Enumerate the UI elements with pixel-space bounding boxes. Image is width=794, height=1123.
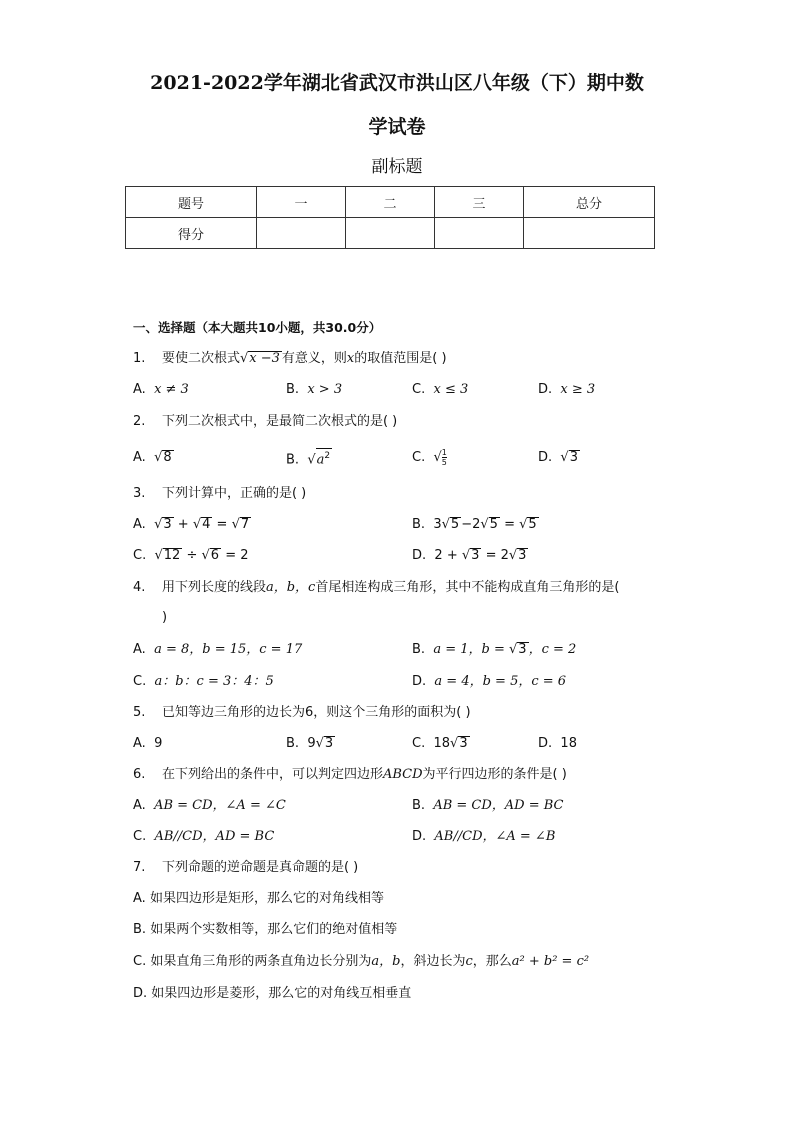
option-text: x ≤ 3	[433, 382, 469, 397]
option-label: D.	[412, 548, 427, 563]
option-label: A.	[133, 517, 146, 532]
option-label: A.	[133, 382, 146, 397]
option-label: B.	[286, 736, 300, 751]
question-text: 有意义，则	[281, 351, 347, 366]
option-text: x > 3	[307, 382, 343, 397]
score-cell: 二	[346, 187, 435, 218]
fraction: $\frac{1}{5}$	[441, 448, 447, 467]
q7-option-a[interactable]	[133, 889, 384, 909]
option-label: C.	[133, 829, 147, 844]
q2-option-c[interactable]: C. √ $\frac{1}{5}$	[412, 448, 447, 467]
score-input-cell[interactable]	[346, 218, 435, 249]
option-text: 如果四边形是矩形，那么它的对角线相等	[149, 891, 384, 906]
question-text: ，则这个三角形的面积为( )	[313, 705, 471, 720]
score-cell: 一	[257, 187, 346, 218]
option-text: AB = CD，∠A = ∠C	[154, 798, 286, 813]
option-label: A.	[133, 642, 146, 657]
q5-option-a[interactable]	[133, 734, 162, 754]
q4-option-a[interactable]	[133, 640, 302, 660]
question-text: 的取值范围是( )	[354, 351, 447, 366]
option-label: D.	[538, 736, 553, 751]
question-text: 下列命题的逆命题是真命题的是( )	[161, 860, 359, 875]
option-label: A.	[133, 736, 146, 751]
option-text: 如果四边形是菱形，那么它的对角线互相垂直	[151, 986, 412, 1001]
option-text: AB//CD，∠A = ∠B	[434, 829, 556, 844]
section-heading: 一、选择题（本大题共10小题，共30.0分）	[133, 320, 382, 335]
q5-option-d[interactable]	[538, 734, 577, 754]
option-text: 如果两个实数相等，那么它们的绝对值相等	[150, 922, 398, 937]
exponent: 2	[324, 451, 331, 461]
math-value: 6	[304, 705, 314, 720]
q6-option-a[interactable]	[133, 796, 286, 816]
radicand: x −3	[249, 351, 280, 366]
option-label: C.	[412, 736, 426, 751]
option-text: a = 4，b = 5，c = 6	[434, 674, 567, 689]
option-label: C.	[133, 954, 147, 969]
option-label: B.	[412, 642, 426, 657]
option-label: B.	[286, 382, 300, 397]
score-table	[125, 186, 655, 249]
option-label: C.	[412, 382, 426, 397]
q1-option-c[interactable]	[412, 380, 468, 400]
option-label: D.	[412, 829, 427, 844]
option-label: B.	[286, 452, 300, 468]
q4-option-b[interactable]: B. a = 1，b = √3 ，c = 2	[412, 642, 577, 657]
score-cell: 题号	[126, 187, 257, 218]
question-text: 下列二次根式中，是最简二次根式的是( )	[161, 414, 398, 429]
q3-option-d[interactable]: D. 2 + √3 = 2√3	[412, 548, 527, 563]
q3-option-b[interactable]: B. 3√5 −2√5 = √5	[412, 517, 537, 532]
question-3	[133, 484, 306, 504]
q3-option-a[interactable]: A. √3 + √4 = √7	[133, 517, 250, 532]
option-text: 9	[154, 736, 163, 751]
q7-option-c[interactable]: C. 如果直角三角形的两条直角边长分别为a，b，斜边长为c，那么a² + b² = c²	[133, 954, 590, 969]
q1-option-a[interactable]	[133, 380, 189, 400]
question-number: 6.	[133, 767, 146, 782]
question-number: 3.	[133, 486, 146, 501]
question-number: 5.	[133, 705, 146, 720]
question-text: 为平行四边形的条件是( )	[422, 767, 567, 782]
option-label: B.	[412, 517, 426, 532]
score-cell: 总分	[524, 187, 655, 218]
q2-option-a[interactable]: A. √8	[133, 450, 172, 465]
option-label: A.	[133, 798, 146, 813]
option-text: AB//CD，AD = BC	[154, 829, 275, 844]
page-title-line1: 2021-2022学年湖北省武汉市洪山区八年级（下）期中数	[150, 72, 644, 94]
radicand: 3	[569, 450, 578, 465]
q7-option-b[interactable]	[133, 920, 397, 940]
option-text: x ≠ 3	[154, 382, 189, 397]
q2-option-d[interactable]: D. √3	[538, 450, 578, 465]
option-label: D.	[412, 674, 427, 689]
page-subtitle: 副标题	[371, 157, 423, 177]
score-table-score-row	[126, 218, 655, 249]
question-4	[133, 578, 619, 598]
option-text: a = 8，b = 15，c = 17	[154, 642, 303, 657]
page-title-line2: 学试卷	[368, 116, 426, 138]
score-cell: 得分	[126, 218, 257, 249]
q4-option-c[interactable]	[133, 672, 274, 692]
option-label: D.	[133, 986, 148, 1001]
radicand: a	[316, 452, 325, 468]
option-label: B.	[412, 798, 426, 813]
option-label: C.	[133, 674, 147, 689]
q6-option-b[interactable]	[412, 796, 564, 816]
question-2	[133, 412, 397, 432]
option-text: AB = CD，AD = BC	[433, 798, 564, 813]
q6-option-c[interactable]	[133, 827, 274, 847]
question-text: 在下列给出的条件中，可以判定四边形	[161, 767, 383, 782]
question-number: 1.	[133, 351, 146, 366]
score-input-cell[interactable]	[524, 218, 655, 249]
question-7	[133, 858, 358, 878]
option-text: x ≥ 3	[560, 382, 596, 397]
q5-option-b[interactable]: B. 9√3	[286, 736, 334, 751]
option-label: D.	[538, 450, 553, 465]
score-table-header-row	[126, 187, 655, 218]
q5-option-c[interactable]: C. 18√3	[412, 736, 468, 751]
option-text: a：b：c = 3：4：5	[154, 674, 274, 689]
q3-option-c[interactable]: C. √12 ÷ √6 = 2	[133, 548, 249, 563]
option-text: 18	[560, 736, 577, 751]
radicand: 8	[163, 450, 172, 465]
question-4-cont: )	[162, 610, 168, 625]
option-label: A.	[133, 450, 146, 465]
score-cell: 三	[435, 187, 524, 218]
option-label: A.	[133, 891, 146, 906]
q2-option-b[interactable]: B. $√a^2$	[286, 448, 332, 470]
question-text: 用下列长度的线段	[161, 580, 266, 595]
option-label: B.	[133, 922, 147, 937]
question-text: 已知等边三角形的边长为	[161, 705, 305, 720]
question-5	[133, 703, 471, 723]
q4-option-d[interactable]	[412, 672, 566, 692]
question-1: 1. 要使二次根式√x −3 有意义，则x的取值范围是( )	[133, 351, 447, 366]
q1-option-d[interactable]	[538, 380, 595, 400]
question-6	[133, 765, 567, 785]
question-text: 下列计算中，正确的是( )	[161, 486, 307, 501]
question-text: 要使二次根式	[161, 351, 240, 366]
question-number: 4.	[133, 580, 146, 595]
question-text: 首尾相连构成三角形，其中不能构成直角三角形的是(	[315, 580, 620, 595]
q6-option-d[interactable]	[412, 827, 555, 847]
question-number: 2.	[133, 414, 146, 429]
option-label: D.	[538, 382, 553, 397]
q7-option-d[interactable]	[133, 984, 411, 1004]
math-var: x	[346, 351, 355, 366]
option-label: C.	[412, 450, 426, 465]
score-input-cell[interactable]	[257, 218, 346, 249]
q1-option-b[interactable]	[286, 380, 342, 400]
question-number: 7.	[133, 860, 146, 875]
math-var: ABCD	[382, 767, 423, 782]
score-input-cell[interactable]	[435, 218, 524, 249]
option-label: C.	[133, 548, 147, 563]
math-var: a，b，c	[265, 580, 316, 595]
